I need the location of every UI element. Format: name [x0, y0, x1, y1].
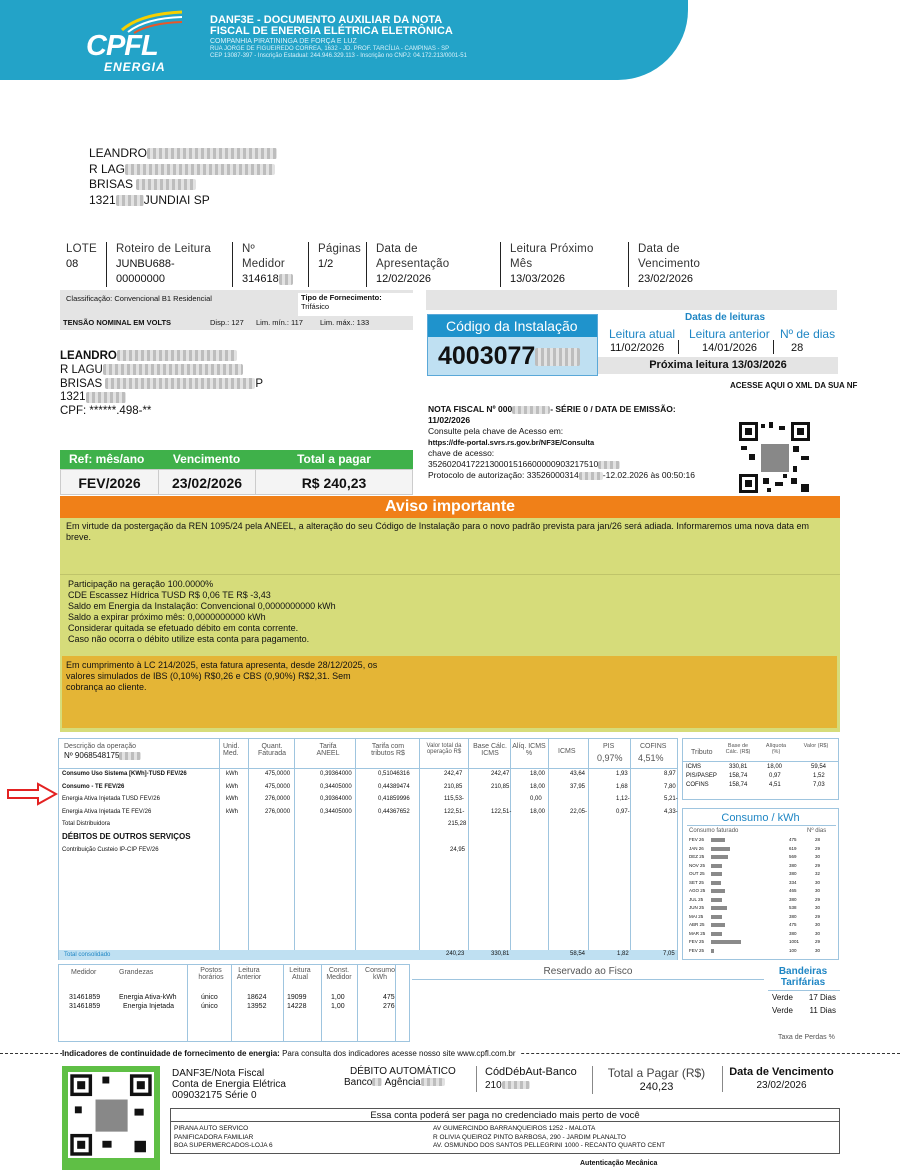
- footer-cod: CódDébAut-Banco 210: [476, 1066, 588, 1092]
- consumo-bar: [711, 949, 714, 953]
- grey-bar: [426, 290, 837, 310]
- cpfl-logo: [74, 8, 184, 74]
- consumo-value: 380: [789, 913, 797, 919]
- consumo-value: 380: [789, 871, 797, 876]
- total-consolidado: Total consolidado 240,23 330,81 58,54 1,82 7,05: [59, 950, 677, 960]
- consumo-month-label: JUL 25: [689, 896, 704, 902]
- lc-notice: Em cumprimento à LC 214/2025, esta fatura apresenta, desde 28/12/2025, os valores simulados de IBS (0,10%) R$0,26 e CBS (0,90%) R$2,31. Sem cobrança ao cliente.: [62, 656, 837, 728]
- next-reading: Próxima leitura 13/03/2026: [598, 357, 838, 374]
- footer-vencimento: Data de Vencimento 23/02/2026: [722, 1066, 840, 1092]
- autenticacao: Autenticação Mecânica: [580, 1160, 658, 1167]
- payment-summary: Ref: mês/ano Vencimento Total a pagar FEV/2026 23/02/2026 R$ 240,23: [60, 450, 413, 495]
- tension-box: TENSÃO NOMINAL EM VOLTS Disp.: 127 Lim. mín.: 117 Lim. máx.: 133: [60, 316, 413, 330]
- consumo-bar: [711, 881, 721, 885]
- consumo-bar: [711, 923, 725, 927]
- table-row: Consumo - TE FEV/26 kWh 475,0000 0,34405000 0,44389474 210,85 210,85 18,00 37,95 1,68 7,80: [62, 784, 676, 790]
- medidor-table: Medidor Grandezas Postos horários Leitura Anterior Leitura Atual Const. Medidor Consumo kWh 31461859 Energia Ativa-kWh único 18624 19099 1,00 475 31461859 Energia Injetada único 13952 14228 1,00 276: [58, 964, 410, 1042]
- consumo-month-label: JAN 26: [689, 845, 704, 851]
- consumo-month-label: SET 25: [689, 879, 704, 885]
- consumo-days: 30: [815, 854, 821, 859]
- consumo-value: 475: [789, 922, 797, 927]
- consumo-month-label: ABR 25: [689, 922, 705, 927]
- consumo-value: 100: [789, 947, 797, 953]
- footer-qr-code-icon[interactable]: [68, 1072, 154, 1158]
- consumo-days: 30: [815, 905, 821, 910]
- consumo-bar: [711, 906, 727, 910]
- consumo-month-label: NOV 25: [689, 862, 706, 868]
- qr-code-icon[interactable]: [737, 420, 812, 495]
- consumo-month-label: FEV 25: [689, 947, 705, 953]
- consumo-month-label: MAR 25: [689, 930, 706, 936]
- indicadores: Indicadores de continuidade de fornecimento de energia: Para consulta dos indicadores acesse nosso site www.cpfl.com.br: [62, 1049, 520, 1058]
- consumo-bar: [711, 872, 722, 876]
- consumo-month-label: DEZ 25: [689, 854, 705, 859]
- consumo-bar: [711, 838, 725, 842]
- consumo-chart: Consumo / kWh Consumo faturado Nº dias FEV 26 475 28 JAN 26 619 29 DEZ 25 569 30 NOV 25 380 29 OUT 25 380 32 SET 25 334 30 AGO 25 465 30 JUL 25 380 29 JUN 25 538 30 MAI 25 380 29 ABR 25 475 30 MAR 25 380 30 FEV 25 1001 29 FEV 25 100 30: [682, 808, 839, 960]
- consumo-value: 569: [789, 854, 797, 859]
- consumo-days: 29: [815, 862, 821, 868]
- info-bar: LOTE 08 Roteiro de Leitura JUNBU688-00000000 Nº Medidor 314618 Páginas 1/2 Data de Apresentação 12/02/2026 Leitura Próximo Mês 13/03/2026 Data de Vencimento 23/02/2026: [60, 242, 748, 287]
- logo-text: CPFL: [86, 30, 158, 62]
- consumo-bar: [711, 915, 722, 919]
- consumo-days: 30: [815, 922, 821, 927]
- footer-total: Total a Pagar (R$) 240,23: [592, 1066, 720, 1094]
- consumo-month-label: FEV 26: [689, 837, 705, 842]
- consumo-bar: [711, 864, 722, 868]
- xml-link[interactable]: ACESSE AQUI O XML DA SUA NF: [730, 381, 858, 390]
- consumo-value: 334: [789, 879, 797, 885]
- consumo-days: 32: [815, 871, 821, 876]
- consumo-value: 380: [789, 930, 797, 936]
- credenciados-box: Essa conta poderá ser paga no credenciado mais perto de você PIRANA AUTO SERVICO PANIFICADORA FAMILIAR BOA SUPERMERCADOS-LOJA 6 AV GUMERCINDO BARRANQUEIROS 1252 - MALOTA R OLIVIA QUEIROZ PINTO BARBOSA, 290 - JARDIM PLANALTO AV. OSMUNDO DOS SANTOS PELLEGRINI 1000 - RECANTO QUARTO CENT: [170, 1108, 840, 1154]
- consumo-value: 380: [789, 862, 797, 868]
- consumo-month-label: MAI 25: [689, 913, 704, 919]
- logo-subtext: ENERGIA: [104, 60, 166, 74]
- mailing-address: LEANDRO R LAG BRISAS 1321 JUNDIAI SP: [89, 146, 277, 208]
- bandeiras-box: Bandeiras Tarifárias Verde 17 Dias Verde 11 Dias Taxa de Perdas %: [768, 966, 840, 1046]
- consumo-value: 619: [789, 845, 797, 851]
- consumo-value: 1001: [789, 939, 800, 944]
- consumo-bar: [711, 889, 725, 893]
- consumo-month-label: AGO 25: [689, 888, 706, 893]
- nota-fiscal-info: NOTA FISCAL Nº 000 - SÉRIE 0 / DATA DE EMISSÃO: 11/02/2026 Consulte pela chave de Acesso em: https://dfe-portal.svrs.rs.gov.br/NF3E/Consulta chave de acesso: 352602041722130001516600000903217510 Protocolo de autorização: 33526000314 -12.02.2026 às 00:50:16: [428, 404, 728, 481]
- consumo-days: 28: [815, 837, 821, 842]
- footer-qr-frame: [62, 1066, 160, 1170]
- consumo-bar: [711, 932, 722, 936]
- consumo-bar: [711, 940, 741, 944]
- consumo-days: 30: [815, 879, 821, 885]
- consumo-month-label: JUN 25: [689, 905, 705, 910]
- tributos-table: Tributo Base de Cálc. (R$) Alíquota (%) Valor (R$) ICMS 330,81 18,00 59,54 PIS/PASEP 158,74 0,97 1,52 COFINS 158,74 4,51 7,03: [682, 738, 839, 800]
- important-notice: Aviso importante Em virtude da postergação da REN 1095/24 pela ANEEL, a alteração do seu Código de Instalação para o novo padrão prevista para jan/26 será adiada. Informaremos uma nova data em breve. Participação na geração 100.0000% CDE Escassez Hídrica TUSD R$ 0,06 TE R$ -3,43 Saldo em Energia da Instalação: Convencional 0,0000000000 kWh Saldo a expirar próximo mês: 0,0000000000 kWh Considerar quitada se efetuado débito em conta corrente. Caso não ocorra o débito utilize esta conta para pagamento.: [60, 496, 840, 732]
- consumo-month-label: FEV 25: [689, 939, 705, 944]
- consumo-days: 29: [815, 939, 821, 944]
- consumo-days: 29: [815, 913, 821, 919]
- footer-debito: DÉBITO AUTOMÁTICO Banco Agência: [344, 1066, 456, 1088]
- consumo-days: 30: [815, 888, 821, 893]
- consumo-bar: [711, 855, 728, 859]
- consulta-url[interactable]: https://dfe-portal.svrs.rs.gov.br/NF3E/Consulta: [428, 438, 595, 447]
- consumo-days: 29: [815, 845, 821, 851]
- consumo-value: 538: [789, 905, 797, 910]
- consumo-value: 475: [789, 837, 797, 842]
- header-title: DANF3E - DOCUMENTO AUXILIAR DA NOTA FISCAL DE ENERGIA ELÉTRICA ELETRÔNICA: [210, 14, 453, 37]
- red-arrow-icon: [6, 782, 58, 806]
- installation-code-box: Código da Instalação 4003077: [427, 314, 598, 376]
- reading-dates: Datas de leituras Leitura atual Leitura anterior Nº de dias 11/02/2026 14/01/2026 28: [609, 312, 836, 354]
- classification-box: Classificação: Convencional B1 Residencial Tipo de Fornecimento: Trifásico: [60, 290, 413, 316]
- table-row: Energia Ativa Injetada TE FEV/26 kWh 276,0000 0,34405000 0,44367652 122,51- 122,51- 18,00 22,05- 0,97- 4,33-: [62, 809, 678, 815]
- consumo-month-label: OUT 25: [689, 871, 705, 876]
- consumo-days: 30: [815, 947, 821, 953]
- footer-danf: DANF3E/Nota Fiscal Conta de Energia Elétrica 009032175 Série 0: [172, 1068, 286, 1101]
- table-row: Energia Ativa Injetada TUSD FEV/26 kWh 276,0000 0,39364000 0,41859996 115,53- 0,00 1,12- 5,21-: [62, 796, 678, 802]
- consumo-bars: [683, 837, 838, 959]
- consumo-bar: [711, 898, 722, 902]
- items-table-content: Descrição da operação Nº 9068548175 Unid. Med. Quant. Faturada Tarifa ANEEL Tarifa com tributos R$ Valor total da operação R$ Base Cálc. ICMS Alíq. ICMS % ICMS PIS 0,97% COFINS 4,51%: [58, 738, 678, 960]
- consumo-days: 29: [815, 896, 821, 902]
- consumo-value: 465: [789, 888, 797, 893]
- consumo-days: 30: [815, 930, 821, 936]
- client-address: LEANDRO R LAGU BRISAS P 1321 CPF: ******.498-**: [60, 350, 264, 418]
- consumo-value: 380: [789, 896, 797, 902]
- header-company: COMPANHIA PIRATININGA DE FORÇA E LUZ RUA JORGE DE FIGUEIREDO CORREA, 1632 - JD. PROF. TARCÍLIA - CAMPINAS - SP CEP 13087-397 - Inscrição Estadual: 244.946.329.113 - Inscrição no CNPJ: 04.172.213/0001-51: [210, 38, 467, 59]
- fisco-box: Reservado ao Fisco: [412, 966, 764, 1042]
- table-row: Consumo Uso Sistema [KWh]-TUSD FEV/26 kWh 475,0000 0,39364000 0,51046316 242,47 242,47 18,00 43,64 1,93 8,97: [62, 771, 676, 777]
- consumo-bar: [711, 847, 730, 851]
